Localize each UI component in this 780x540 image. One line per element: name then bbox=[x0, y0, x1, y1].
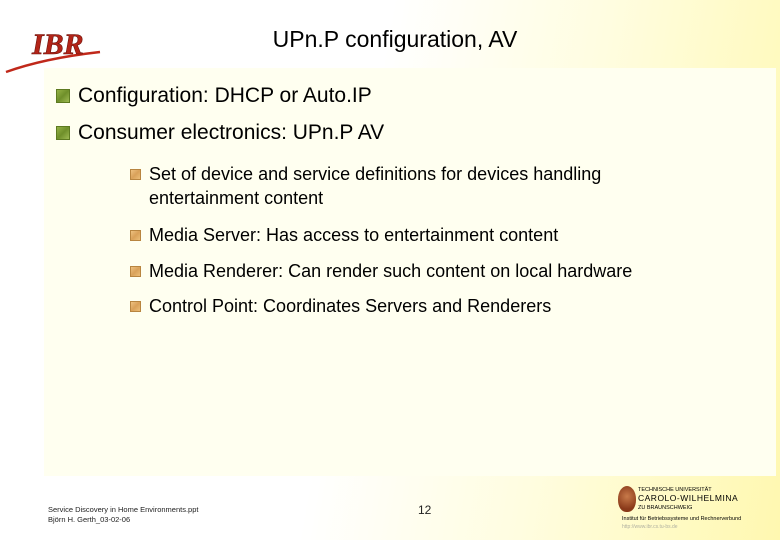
footer-author: Björn H. Gerth_03-02-06 bbox=[48, 515, 131, 524]
university-seal-icon bbox=[618, 486, 636, 512]
footer-filename: Service Discovery in Home Environments.ppt bbox=[48, 505, 199, 514]
bullet-text: Configuration: DHCP or Auto.IP bbox=[78, 84, 372, 107]
institute-name: Institut für Betriebssysteme und Rechnerverbund bbox=[622, 516, 742, 522]
bullet-item bbox=[56, 121, 384, 145]
university-name: CAROLO-WILHELMINA bbox=[638, 493, 739, 503]
logo-text: IBR bbox=[32, 28, 84, 61]
sub-bullet-text: Media Renderer: Can render such content on local hardware bbox=[149, 261, 633, 281]
page-title: UPn.P configuration, AV bbox=[272, 26, 518, 52]
university-city: ZU BRAUNSCHWEIG bbox=[638, 505, 693, 511]
sub-bullet-square-icon bbox=[130, 230, 141, 241]
footer-info bbox=[48, 505, 198, 525]
sub-bullet-square-icon bbox=[130, 169, 141, 180]
sub-bullet-item bbox=[130, 259, 632, 283]
sub-bullet-item bbox=[130, 162, 690, 210]
sub-bullet-text: Control Point: Coordinates Servers and Renderers bbox=[149, 296, 552, 316]
university-top-text: TECHNISCHE UNIVERSITÄT bbox=[638, 487, 712, 493]
sub-bullet-square-icon bbox=[130, 266, 141, 277]
bullet-square-icon bbox=[56, 126, 70, 140]
university-logo bbox=[618, 486, 778, 536]
sub-bullet-item bbox=[130, 294, 551, 318]
sub-bullet-item bbox=[130, 223, 558, 247]
bullet-item bbox=[56, 84, 372, 108]
bullet-square-icon bbox=[56, 89, 70, 103]
institute-url: http://www.ibr.cs.tu-bs.de bbox=[622, 524, 678, 530]
sub-bullet-square-icon bbox=[130, 301, 141, 312]
page-number: 12 bbox=[418, 503, 432, 517]
bullet-text: Consumer electronics: UPn.P AV bbox=[78, 121, 385, 144]
sub-bullet-text: Set of device and service definitions for devices handling entertainment content bbox=[149, 164, 602, 208]
sub-bullet-text: Media Server: Has access to entertainment content bbox=[149, 225, 559, 245]
